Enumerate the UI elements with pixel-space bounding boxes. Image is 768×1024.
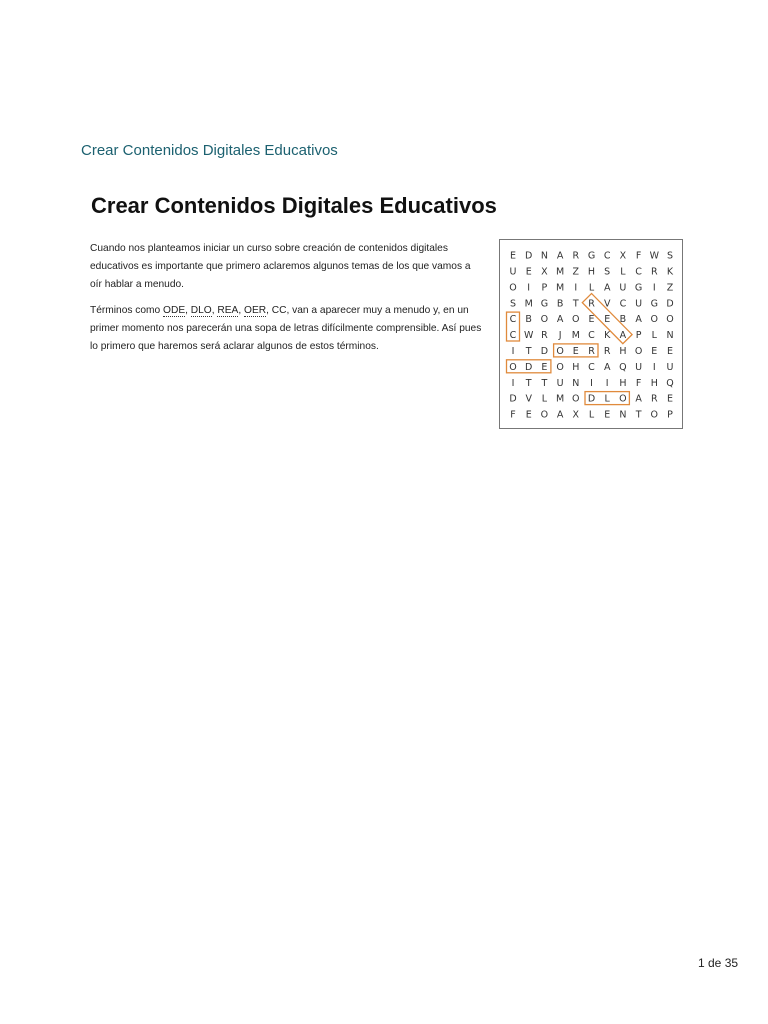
grid-letter: R bbox=[588, 346, 595, 357]
grid-letter: P bbox=[635, 330, 642, 342]
term-cc: CC bbox=[271, 305, 287, 316]
document-header-title: Crear Contenidos Digitales Educativos bbox=[81, 142, 338, 159]
grid-letter: O bbox=[556, 346, 564, 357]
grid-letter: O bbox=[540, 314, 549, 326]
word-search-grid bbox=[500, 240, 682, 428]
grid-letter: E bbox=[651, 346, 658, 357]
grid-letter: A bbox=[556, 409, 564, 421]
grid-letter: M bbox=[555, 282, 565, 294]
grid-letter: O bbox=[509, 282, 517, 294]
grid-letter: O bbox=[572, 314, 580, 326]
grid-letter: Z bbox=[572, 266, 580, 278]
grid-letter: B bbox=[619, 314, 627, 326]
grid-letter: N bbox=[619, 409, 627, 421]
page-title: Crear Contenidos Digitales Educativos bbox=[91, 193, 497, 218]
grid-letter: Z bbox=[666, 282, 674, 294]
grid-letter: S bbox=[509, 298, 517, 310]
grid-letter: Q bbox=[619, 361, 627, 373]
grid-letter: F bbox=[510, 409, 516, 421]
grid-letter: U bbox=[635, 298, 643, 310]
grid-letter: A bbox=[635, 314, 642, 326]
grid-letter: G bbox=[587, 250, 596, 262]
grid-letter: L bbox=[588, 282, 595, 294]
grid-letter: O bbox=[540, 409, 549, 421]
grid-letter: E bbox=[509, 250, 517, 262]
grid-letter: B bbox=[525, 314, 532, 326]
grid-letter: U bbox=[556, 377, 564, 389]
grid-letter: G bbox=[540, 298, 549, 310]
grid-letter: D bbox=[666, 298, 674, 310]
grid-letter: R bbox=[572, 250, 580, 262]
grid-letter: E bbox=[666, 346, 674, 357]
page-counter: 1 de 35 bbox=[698, 956, 739, 970]
grid-letter: T bbox=[525, 377, 532, 389]
grid-letter: U bbox=[666, 361, 674, 373]
grid-letter: A bbox=[635, 393, 642, 405]
grid-letter: F bbox=[635, 377, 642, 389]
term-rea[interactable]: REA bbox=[217, 305, 239, 316]
grid-letter: O bbox=[509, 361, 517, 373]
grid-letter: L bbox=[651, 330, 657, 342]
grid-letter: N bbox=[572, 377, 580, 389]
term-dlo[interactable]: DLO bbox=[190, 305, 212, 316]
grid-letter: X bbox=[541, 266, 548, 278]
grid-letter: K bbox=[604, 330, 611, 342]
grid-letter: U bbox=[509, 266, 517, 278]
term-ode[interactable]: ODE bbox=[163, 305, 186, 316]
grid-letter: O bbox=[650, 409, 659, 421]
intro-text bbox=[90, 240, 485, 364]
grid-letter: A bbox=[603, 361, 611, 373]
grid-letter: L bbox=[620, 266, 626, 278]
grid-letter: D bbox=[540, 346, 549, 357]
grid-letter: E bbox=[604, 409, 611, 421]
grid-letter: N bbox=[666, 330, 674, 342]
grid-letter: C bbox=[619, 298, 627, 310]
grid-letter: P bbox=[541, 282, 548, 294]
grid-letter: O bbox=[650, 314, 659, 326]
grid-letter: S bbox=[666, 250, 674, 262]
grid-letter: A bbox=[603, 282, 611, 294]
grid-letter: G bbox=[650, 298, 658, 310]
grid-letter: X bbox=[619, 250, 627, 262]
grid-letter: M bbox=[555, 393, 565, 405]
grid-letter: U bbox=[619, 282, 627, 294]
grid-letter: X bbox=[572, 409, 580, 421]
grid-letter: R bbox=[650, 266, 658, 278]
grid-letter: I bbox=[652, 282, 656, 294]
grid-letter: I bbox=[574, 282, 578, 294]
grid-letter: T bbox=[525, 346, 532, 357]
grid-letter: D bbox=[587, 393, 596, 405]
grid-letter: O bbox=[619, 393, 627, 405]
grid-letter: I bbox=[527, 282, 531, 294]
grid-letter: O bbox=[666, 314, 674, 326]
grid-letter: E bbox=[525, 409, 532, 421]
grid-letter: D bbox=[525, 361, 533, 373]
grid-letter: E bbox=[666, 393, 674, 405]
grid-letter: D bbox=[509, 393, 517, 405]
grid-letter: H bbox=[587, 266, 596, 278]
grid-letter: N bbox=[540, 250, 548, 262]
grid-letter: H bbox=[572, 361, 580, 373]
grid-letter: O bbox=[634, 346, 643, 357]
grid-letter: E bbox=[525, 266, 532, 278]
grid-letter: T bbox=[635, 409, 642, 421]
grid-letter: T bbox=[541, 377, 548, 389]
grid-letter: A bbox=[556, 250, 564, 262]
grid-letter: Q bbox=[666, 377, 674, 389]
grid-letter: H bbox=[650, 377, 658, 389]
grid-letter: P bbox=[667, 409, 673, 421]
grid-letter: W bbox=[523, 330, 534, 342]
grid-letter: W bbox=[649, 250, 660, 262]
grid-letter: J bbox=[558, 330, 562, 342]
grid-letter: S bbox=[604, 266, 611, 278]
grid-letter: A bbox=[556, 314, 564, 326]
grid-letter: I bbox=[652, 361, 656, 373]
intro-paragraph-2: Términos como ODE, DLO, REA, OER, CC, van a aparecer muy a menudo y, en un primer momento nos parecerán una sopa de letras difícilmente comprensible. Así pues lo primero que haremos será aclarar algunos de estos términos. bbox=[90, 305, 482, 352]
grid-letter: H bbox=[619, 346, 627, 357]
grid-letter: E bbox=[541, 361, 548, 373]
grid-letter: O bbox=[572, 393, 580, 405]
terms-prefix: Términos como bbox=[90, 305, 164, 316]
grid-letter: T bbox=[572, 298, 579, 310]
grid-letter: I bbox=[605, 377, 609, 389]
grid-letter: L bbox=[588, 409, 595, 421]
grid-letter: L bbox=[541, 393, 548, 405]
grid-letter: C bbox=[509, 314, 517, 326]
grid-letter: L bbox=[604, 393, 610, 405]
grid-letter: I bbox=[511, 377, 515, 389]
grid-letter: V bbox=[525, 393, 532, 405]
grid-letter: C bbox=[588, 361, 595, 373]
intro-paragraph-1: Cuando nos planteamos iniciar un curso sobre creación de contenidos digitales educativos es importante que primero aclaremos algunos temas de los que vamos a oír hablar a menudo. bbox=[90, 243, 471, 290]
grid-letter: M bbox=[524, 298, 533, 310]
grid-letter: G bbox=[634, 282, 643, 294]
grid-letter: R bbox=[588, 298, 595, 310]
grid-letter: I bbox=[590, 377, 593, 389]
grid-letter: E bbox=[604, 314, 611, 326]
grid-letter: B bbox=[556, 298, 564, 310]
grid-letter: R bbox=[603, 346, 611, 357]
grid-letter: M bbox=[555, 266, 565, 278]
grid-letter: C bbox=[635, 266, 642, 278]
grid-letter: E bbox=[572, 346, 579, 357]
grid-letter: K bbox=[666, 266, 674, 278]
grid-letter: V bbox=[603, 298, 611, 310]
grid-letter: H bbox=[619, 377, 627, 389]
term-oer[interactable]: OER bbox=[244, 305, 267, 316]
grid-letter: R bbox=[650, 393, 658, 405]
grid-letter: R bbox=[541, 330, 548, 342]
grid-letter: M bbox=[571, 330, 580, 342]
grid-letter: C bbox=[603, 250, 611, 262]
grid-letter: I bbox=[511, 346, 515, 357]
grid-letter: F bbox=[635, 250, 642, 262]
grid-letter: E bbox=[588, 314, 595, 326]
grid-letter: D bbox=[525, 250, 533, 262]
grid-letter: C bbox=[588, 330, 595, 342]
grid-letter: U bbox=[635, 361, 643, 373]
grid-letter: A bbox=[619, 330, 627, 342]
grid-letter: C bbox=[509, 330, 517, 342]
terms-suffix: , van a aparecer muy a menudo y, en un primer momento nos parecerán una sopa de letras difícilmente comprensible. Así pues lo primero que haremos será aclarar algunos de estos términos. bbox=[90, 305, 482, 352]
grid-letter: O bbox=[556, 361, 564, 373]
word-search-image bbox=[499, 239, 683, 429]
